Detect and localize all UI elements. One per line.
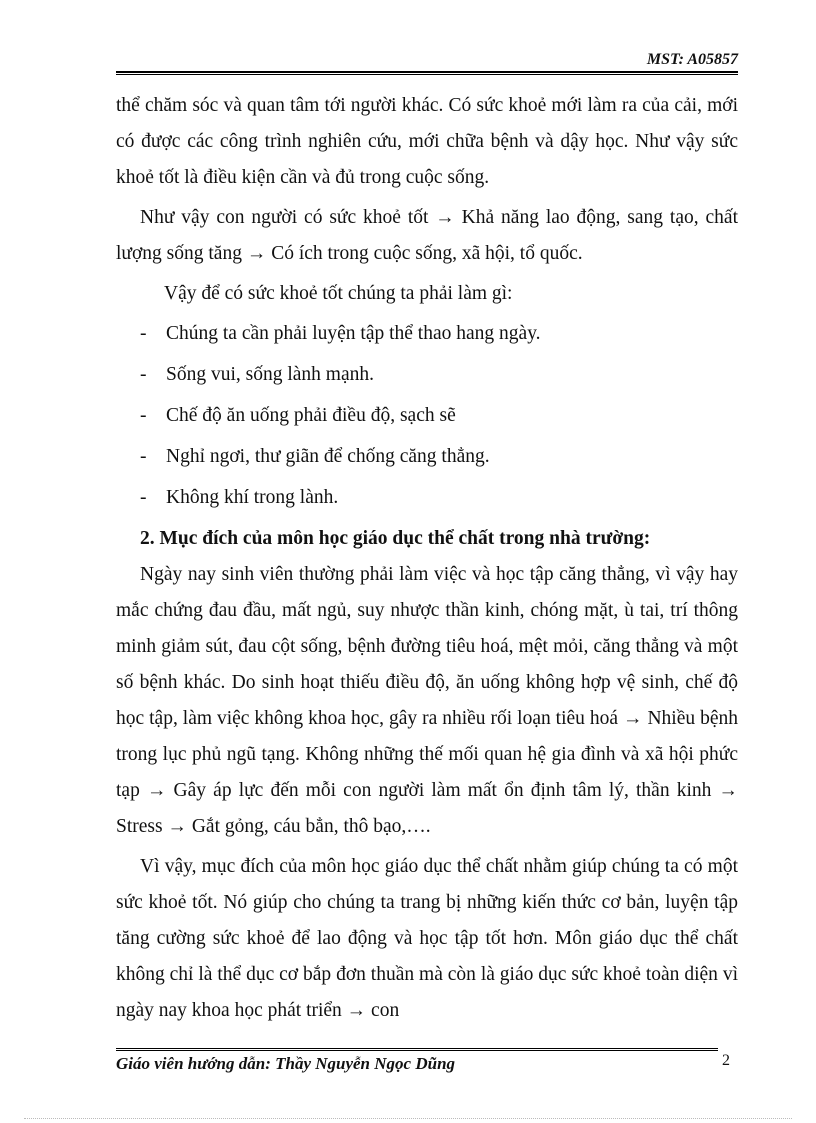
- paragraph-continuation: thể chăm sóc và quan tâm tới người khác. Có sức khoẻ mới làm ra của cải, mới có được các công trình nghiên cứu, mới chữa bệnh và dậy học. Như vậy sức khoẻ tốt là điều kiện cần và đủ trong cuộc sống.: [116, 95, 738, 188]
- document-body: [116, 88, 738, 1029]
- section-heading: 2. Mục đích của môn học giáo dục thể chất trong nhà trường:: [140, 528, 651, 549]
- paragraph-health-benefits: Như vậy con người có sức khoẻ tốt → Khả năng lao động, sang tạo, chất lượng sống tăng → Có ích trong cuộc sống, xã hội, tổ quốc.: [116, 207, 738, 264]
- list-item: [116, 398, 738, 434]
- list-item: [116, 316, 738, 352]
- document-code: MST: A05857: [646, 51, 738, 68]
- page-number: 2: [722, 1052, 730, 1069]
- paragraph-question: Vậy để có sức khoẻ tốt chúng ta phải làm gì:: [164, 283, 513, 304]
- list-item-text: Nghỉ ngơi, thư giãn để chống căng thẳng.: [166, 446, 490, 467]
- bullet-dash: -: [140, 405, 147, 426]
- bullet-dash: -: [140, 446, 147, 467]
- bullet-dash: -: [140, 364, 147, 385]
- header-divider: [116, 71, 738, 75]
- list-item: [116, 480, 738, 516]
- list-item-text: Chế độ ăn uống phải điều độ, sạch sẽ: [166, 405, 456, 426]
- health-tips-list: [116, 316, 738, 516]
- footer-divider: [116, 1048, 718, 1051]
- paragraph-student-stress: Ngày nay sinh viên thường phải làm việc và học tập căng thẳng, vì vậy hay mắc chứng đau đầu, mất ngủ, suy nhược thần kinh, chóng mặt, ù tai, trí thông minh giảm sút, đau cột sống, bệnh đường tiêu hoá, mệt mỏi, căng thẳng và một số bệnh khác. Do sinh hoạt thiếu điều độ, ăn uống không hợp vệ sinh, chế độ học tập, làm việc không khoa học, gây ra nhiều rối loạn tiêu hoá → Nhiều bệnh trong lục phủ ngũ tạng. Không những thế mối quan hệ gia đình và xã hội phức tạp → Gây áp lực đến mỗi con người làm mất ổn định tâm lý, thần kinh → Stress → Gắt gỏng, cáu bẳn, thô bạo,….: [116, 564, 738, 837]
- bullet-dash: -: [140, 323, 147, 344]
- list-item: [116, 439, 738, 475]
- paragraph-purpose: Vì vậy, mục đích của môn học giáo dục thể chất nhằm giúp chúng ta có một sức khoẻ tốt. Nó giúp cho chúng ta trang bị những kiến thức cơ bản, luyện tập tăng cường sức khoẻ để lao động và học tập tốt hơn. Môn giáo dục thể chất không chỉ là thể dục cơ bắp đơn thuần mà còn là giáo dục sức khoẻ toàn diện vì ngày nay khoa học phát triển → con: [116, 856, 738, 1021]
- list-item-text: Sống vui, sống lành mạnh.: [166, 364, 374, 385]
- page-bottom-border: [24, 1118, 792, 1119]
- list-item: [116, 357, 738, 393]
- list-item-text: Không khí trong lành.: [166, 487, 339, 508]
- bullet-dash: -: [140, 487, 147, 508]
- instructor-line: Giáo viên hướng dẫn: Thầy Nguyễn Ngọc Dũng: [116, 1054, 456, 1073]
- list-item-text: Chúng ta cần phải luyện tập thể thao hang ngày.: [166, 323, 541, 344]
